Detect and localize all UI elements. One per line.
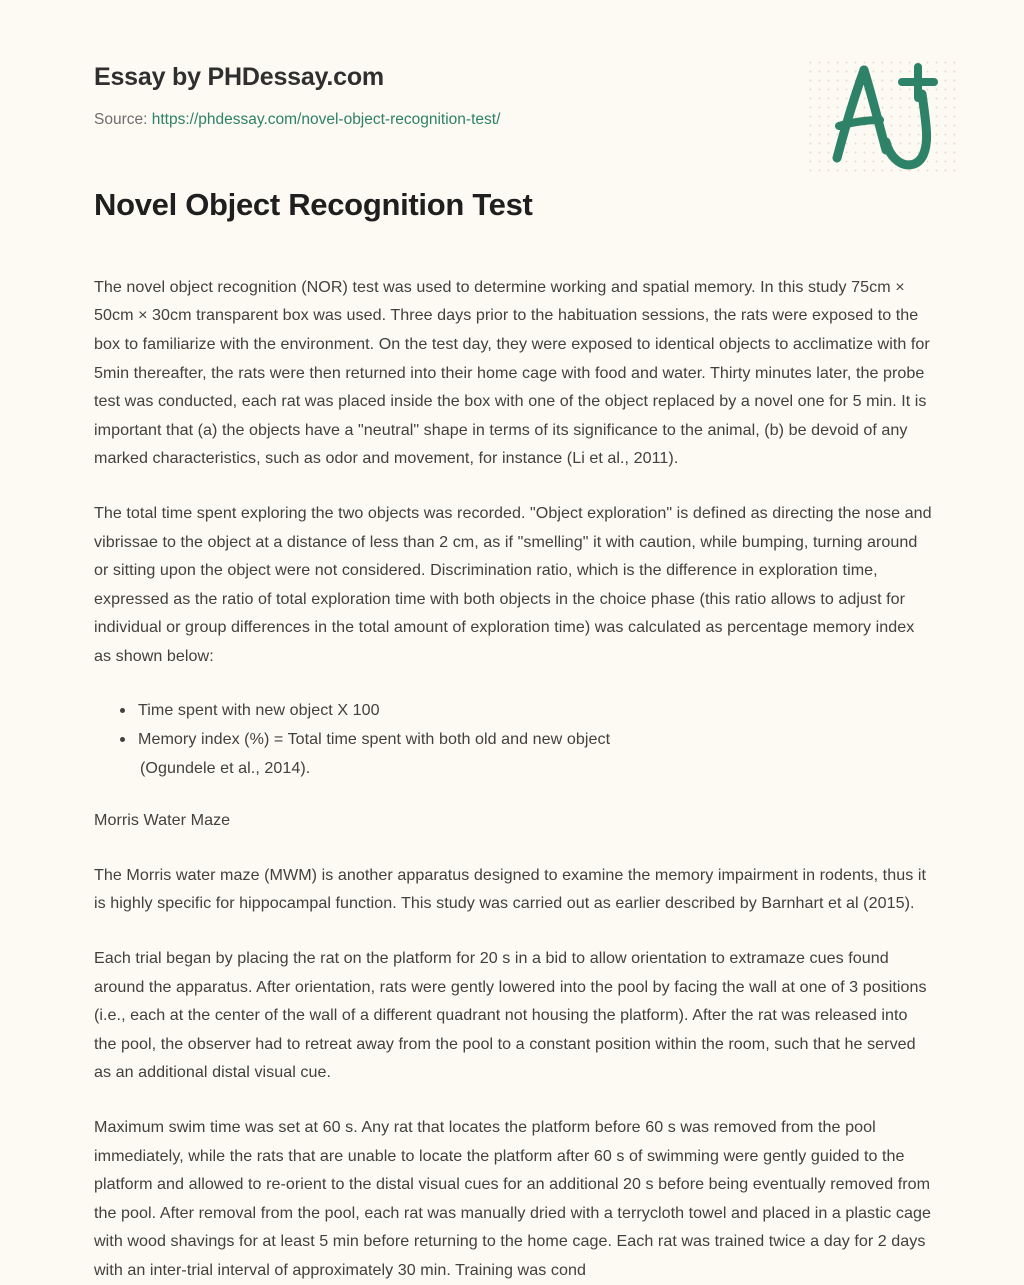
- paragraph-4: Each trial began by placing the rat on the platform for 20 s in a bid to allow orientation to extramaze cues found around the apparatus. After orientation, rats were gently lowered into the pool by facing the wall at one of 3 positions (i.e., each at the center of the wall of a different quadrant not housing the platform). After the rat was released into the pool, the observer had to retreat away from the pool to a constant position within the room, such that he served as an additional distal visual cue.: [94, 949, 927, 1082]
- list-item: [138, 725, 934, 782]
- page-title: Novel Object Recognition Test: [94, 187, 533, 222]
- paragraph-3: The Morris water maze (MWM) is another apparatus designed to examine the memory impairment in rodents, thus it is highly specific for hippocampal function. This study was carried out as earlier described by Barnhart et al (2015).: [94, 865, 926, 913]
- paragraph-2: The total time spent exploring the two objects was recorded. "Object exploration" is defined as directing the nose and vibrissae to the object at a distance of less than 2 cm, as if "smelling" it with caution, while bumping, turning around or sitting upon the object were not considered. Discrimination ratio, which is the difference in exploration time, expressed as the ratio of total exploration time with both objects in the choice phase (this ratio allows to adjust for individual or group differences in the total amount of exploration time) was calculated as percentage memory index as shown below:: [94, 503, 932, 665]
- aplus-logo: [806, 58, 956, 178]
- paragraph-1: The novel object recognition (NOR) test was used to determine working and spatial memory. In this study 75cm × 50cm × 30cm transparent box was used. Three days prior to the habituation sessions, the rats were exposed to the box to familiarize with the environment. On the test day, they were exposed to identical objects to acclimatize with for 5min thereafter, the rats were then returned into their home cage with food and water. Thirty minutes later, the probe test was conducted, each rat was placed inside the box with one of the object replaced by a novel one for 5 min. It is important that (a) the objects have a "neutral" shape in terms of its significance to the animal, (b) be devoid of any marked characteristics, such as odor and movement, for instance (Li et al., 2011).: [94, 277, 930, 468]
- source-url-link[interactable]: https://phdessay.com/novel-object-recognition-test/: [151, 111, 501, 128]
- article-body: [0, 186, 1024, 1285]
- aplus-logo-icon: [806, 58, 956, 178]
- list-item: [138, 696, 934, 725]
- bullet-2-citation: (Ogundele et al., 2014).: [140, 758, 311, 777]
- paragraph-5: Maximum swim time was set at 60 s. Any rat that locates the platform before 60 s was removed from the pool immediately, while the rats that are unable to locate the platform after 60 s of swimming were gently guided to the platform and allowed to re-orient to the distal visual cues for an additional 20 s before being eventually removed from the pool. After removal from the pool, each rat was manually dried with a terrycloth towel and placed in a plastic cage with wood shavings for at least 5 min before returning to the home cage. Each rat was trained twice a day for 2 days with an inter-trial interval of approximately 30 min. Training was cond: [94, 1118, 932, 1279]
- page-header: [0, 0, 1024, 186]
- subheading-morris-water-maze: Morris Water Maze: [94, 811, 231, 830]
- memory-index-formula-list: [94, 696, 934, 782]
- source-label: Source:: [94, 111, 148, 128]
- bullet-2-text: Memory index (%) = Total time spent with both old and new object: [138, 730, 611, 749]
- brand-title: Essay by PHDessay.com: [94, 63, 384, 91]
- bullet-1-text: Time spent with new object X 100: [138, 701, 380, 720]
